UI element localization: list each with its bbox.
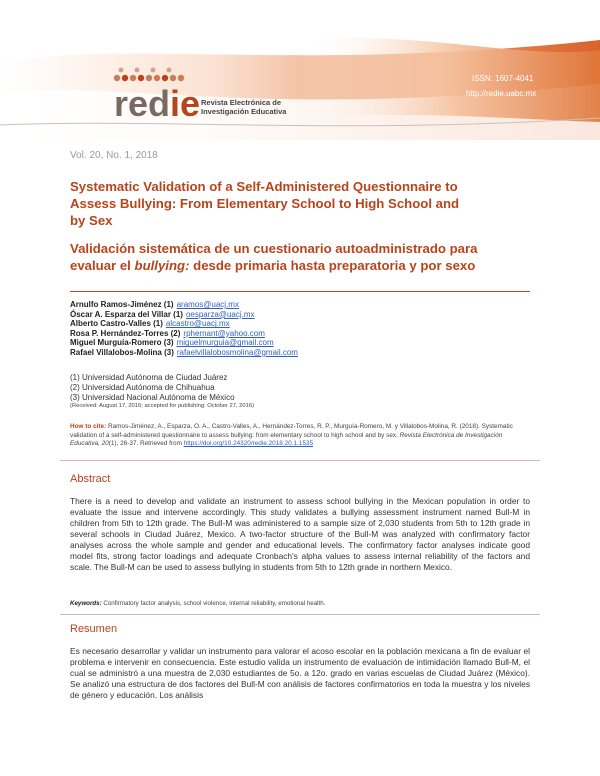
cite-label: How to cite: <box>70 423 107 430</box>
author-email[interactable]: oesparza@uacj.mx <box>185 309 255 319</box>
logo[interactable]: redie <box>114 83 201 124</box>
author-name: Miguel Murguía-Romero (3) <box>70 338 174 348</box>
title-spanish-part1: Validación sistemática de un cuestionario autoadministrado para evaluar el <box>70 241 478 273</box>
title-english: Systematic Validation of a Self-Administered Questionnaire to Assess Bullying: From Elementary School to High School and by Sex <box>70 179 460 228</box>
issn: ISSN: 1607-4041 <box>472 74 534 83</box>
title-spanish-part2: desde primaria hasta preparatoria y por sexo <box>189 258 476 273</box>
doi-link[interactable]: https://doi.org/10.24320/redie.2018.20.1.1535 <box>183 440 314 448</box>
author-name: Rosa P. Hernández-Torres (2) <box>70 328 181 338</box>
author-row <box>70 329 298 339</box>
affiliation: (3) Universidad Nacional Autónoma de México <box>70 392 235 402</box>
affiliation: (1) Universidad Autónoma de Ciudad Juárez <box>70 373 228 382</box>
cite-volume: (1), 26-37. Retrieved from <box>108 440 184 448</box>
author-row <box>70 348 298 358</box>
author-row <box>70 300 298 310</box>
resumen-heading: Resumen <box>70 623 118 635</box>
keywords <box>70 600 325 607</box>
section-divider <box>60 614 540 615</box>
author-email[interactable]: aramos@uacj.mx <box>176 300 239 309</box>
author-email[interactable]: rphernant@yahoo.com <box>183 328 265 338</box>
title-spanish <box>70 240 490 274</box>
author-name: Alberto Castro-Valles (1) <box>70 319 163 329</box>
abstract-body: There is a need to develop and validate an instrument to assess school bullying in the Mexican population in order to evaluate the issue and intervene accordingly. This study validates a bullying assessment instrument named Bull-M in children from 5th to 12th grade. The Bull-M was administered to a sample size of 2,030 students from 5th to 12th grade in several schools in Ciudad Juárez, Mexico. A two-factor structure of the Bull-M was analyzed with confirmatory factor analyses across the whole sample and gender and educational levels. The confirmatory factor analyses indicate good model fits, strong factor loadings and adequate Cronbach's alpha values to assess internal reliability of the factors and scale. The Bull-M can be used to assess bullying in students from 5th to 12th grade in northern Mexico. <box>70 496 530 572</box>
header-banner <box>0 0 600 140</box>
title-spanish-italic: bullying: <box>134 258 190 273</box>
author-name: Rafael Villalobos-Molina (3) <box>70 347 174 357</box>
author-row <box>70 310 298 320</box>
volume-info: Vol. 20, No. 1, 2018 <box>70 150 158 161</box>
logo-tagline: Revista Electrónica de Investigación Educativa <box>201 98 287 116</box>
banner-graphic <box>0 0 600 140</box>
author-email[interactable]: miguelmurguia@gmail.com <box>176 338 274 348</box>
author-row <box>70 319 298 329</box>
cite-text: Ramos-Jiménez, A., Esparza, O. A., Castro-Valles, A., Hernández-Torres, R. P., Murguía-Romero, M. y Villalobos-Molina, R. (2018). Systematic validation of a self-administered questionnaire to assess bullying: from elementary school to high school and by sex. <box>70 423 513 439</box>
author-row <box>70 338 298 348</box>
author-name: Óscar A. Esparza del Villar (1) <box>70 309 183 319</box>
keywords-text: Confirmatory factor analysis, school violence, internal reliability, emotional health. <box>101 600 326 607</box>
keywords-label: Keywords: <box>70 600 102 607</box>
author-list <box>70 300 298 358</box>
section-divider <box>60 460 540 461</box>
author-name: Arnulfo Ramos-Jiménez (1) <box>70 300 174 309</box>
how-to-cite <box>70 423 530 449</box>
title-divider <box>70 291 530 292</box>
resumen-body: Es necesario desarrollar y validar un instrumento para valorar el acoso escolar en la población mexicana a fin de evaluar el problema e intervenir en consecuencia. Este estudio valida un instrumento de evaluación de intimidación llamado Bull-M, el cual se administró a una muestra de 2,030 estudiantes de 5o. a 12o. grado en varias escuelas de Ciudad Juárez (México). Se analizó una estructura de dos factores del Bull-M con análisis de factores confirmatorios en toda la muestra y los niveles de género y educación. Los análisis <box>70 646 530 700</box>
journal-url[interactable]: http://redie.uabc.mx <box>466 89 537 98</box>
affiliation: (2) Universidad Autónoma de Chihuahua <box>70 382 215 392</box>
abstract-heading: Abstract <box>70 473 111 485</box>
received-dates: (Received: August 17, 2016; accepted for publishing: October 27, 2016) <box>70 403 255 409</box>
author-email[interactable]: alcastro@uacj.mx <box>165 319 230 329</box>
affiliation-list <box>70 373 235 402</box>
author-email[interactable]: rafaelvillalobosmolina@gmail.com <box>176 347 298 357</box>
cite-journal: Revista Electrónica de Investigación Educativa, 20 <box>70 431 503 448</box>
